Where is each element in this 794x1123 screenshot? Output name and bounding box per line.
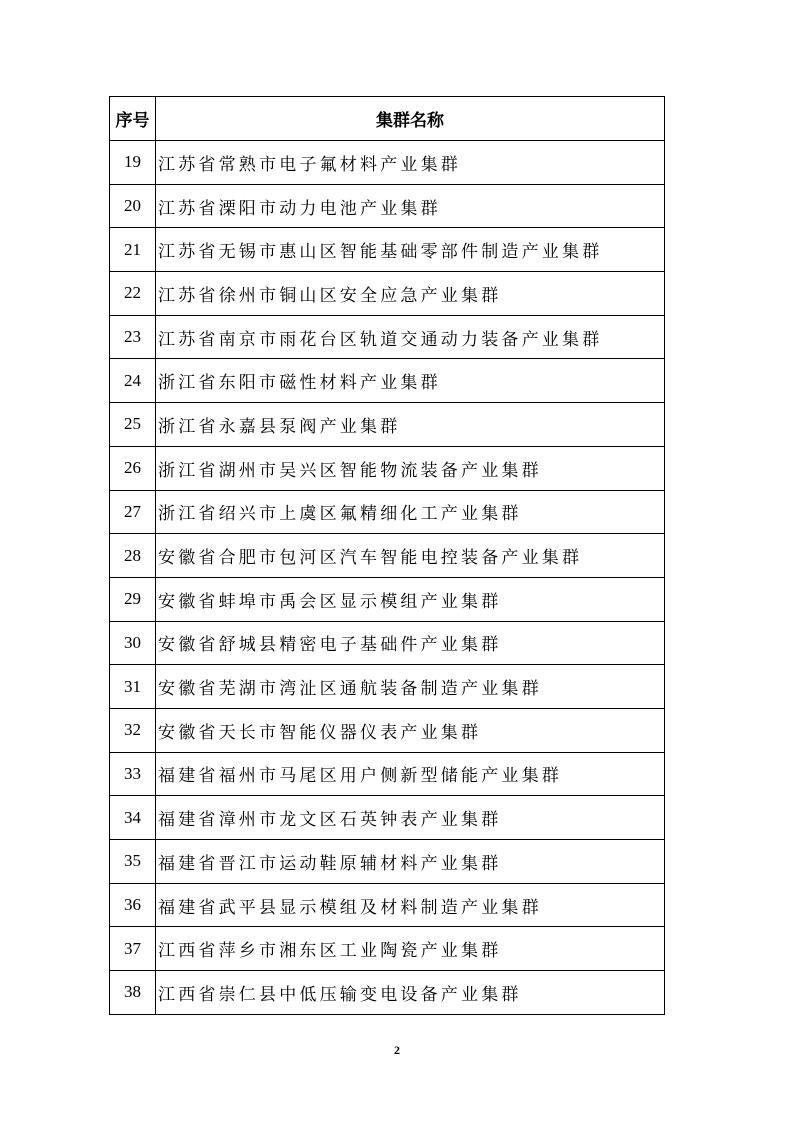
- row-cluster-name: 江西省崇仁县中低压输变电设备产业集群: [156, 971, 665, 1015]
- row-index: 24: [110, 359, 156, 403]
- row-cluster-name: 安徽省天长市智能仪器仪表产业集群: [156, 708, 665, 752]
- row-index: 33: [110, 752, 156, 796]
- row-index: 37: [110, 927, 156, 971]
- row-index: 38: [110, 971, 156, 1015]
- row-cluster-name: 江苏省常熟市电子氟材料产业集群: [156, 141, 665, 185]
- table-row: [110, 534, 665, 578]
- table-row: [110, 927, 665, 971]
- row-index: 34: [110, 796, 156, 840]
- table-row: [110, 840, 665, 884]
- row-cluster-name: 浙江省东阳市磁性材料产业集群: [156, 359, 665, 403]
- row-index: 21: [110, 228, 156, 272]
- row-index: 31: [110, 665, 156, 709]
- row-index: 27: [110, 490, 156, 534]
- row-index: 28: [110, 534, 156, 578]
- row-index: 25: [110, 403, 156, 447]
- header-index: 序号: [110, 97, 156, 141]
- table-row: [110, 796, 665, 840]
- table-row: [110, 359, 665, 403]
- row-cluster-name: 福建省福州市马尾区用户侧新型储能产业集群: [156, 752, 665, 796]
- table-row: [110, 708, 665, 752]
- row-index: 32: [110, 708, 156, 752]
- table-row: [110, 883, 665, 927]
- table-row: [110, 621, 665, 665]
- table-row: [110, 971, 665, 1015]
- row-cluster-name: 福建省晋江市运动鞋原辅材料产业集群: [156, 840, 665, 884]
- table-row: [110, 315, 665, 359]
- row-index: 36: [110, 883, 156, 927]
- row-index: 26: [110, 446, 156, 490]
- table-row: [110, 446, 665, 490]
- table-row: [110, 577, 665, 621]
- table-row: [110, 141, 665, 185]
- row-index: 19: [110, 141, 156, 185]
- row-cluster-name: 安徽省蚌埠市禹会区显示模组产业集群: [156, 577, 665, 621]
- row-cluster-name: 江苏省徐州市铜山区安全应急产业集群: [156, 272, 665, 316]
- table-row: [110, 752, 665, 796]
- row-cluster-name: 福建省漳州市龙文区石英钟表产业集群: [156, 796, 665, 840]
- cluster-table: [109, 96, 665, 1015]
- row-cluster-name: 福建省武平县显示模组及材料制造产业集群: [156, 883, 665, 927]
- row-cluster-name: 江苏省无锡市惠山区智能基础零部件制造产业集群: [156, 228, 665, 272]
- row-index: 30: [110, 621, 156, 665]
- row-index: 35: [110, 840, 156, 884]
- table-body: [110, 141, 665, 1015]
- table-row: [110, 184, 665, 228]
- row-cluster-name: 安徽省芜湖市湾沚区通航装备制造产业集群: [156, 665, 665, 709]
- row-cluster-name: 浙江省绍兴市上虞区氟精细化工产业集群: [156, 490, 665, 534]
- row-cluster-name: 江苏省溧阳市动力电池产业集群: [156, 184, 665, 228]
- table-row: [110, 272, 665, 316]
- page-number: 2: [394, 1043, 400, 1057]
- row-index: 22: [110, 272, 156, 316]
- row-index: 20: [110, 184, 156, 228]
- row-index: 29: [110, 577, 156, 621]
- row-cluster-name: 江苏省南京市雨花台区轨道交通动力装备产业集群: [156, 315, 665, 359]
- row-index: 23: [110, 315, 156, 359]
- header-name: 集群名称: [156, 97, 665, 141]
- table-header-row: [110, 97, 665, 141]
- table-row: [110, 403, 665, 447]
- row-cluster-name: 安徽省合肥市包河区汽车智能电控装备产业集群: [156, 534, 665, 578]
- table-row: [110, 490, 665, 534]
- row-cluster-name: 安徽省舒城县精密电子基础件产业集群: [156, 621, 665, 665]
- table-row: [110, 228, 665, 272]
- row-cluster-name: 浙江省永嘉县泵阀产业集群: [156, 403, 665, 447]
- table-row: [110, 665, 665, 709]
- row-cluster-name: 浙江省湖州市吴兴区智能物流装备产业集群: [156, 446, 665, 490]
- row-cluster-name: 江西省萍乡市湘东区工业陶瓷产业集群: [156, 927, 665, 971]
